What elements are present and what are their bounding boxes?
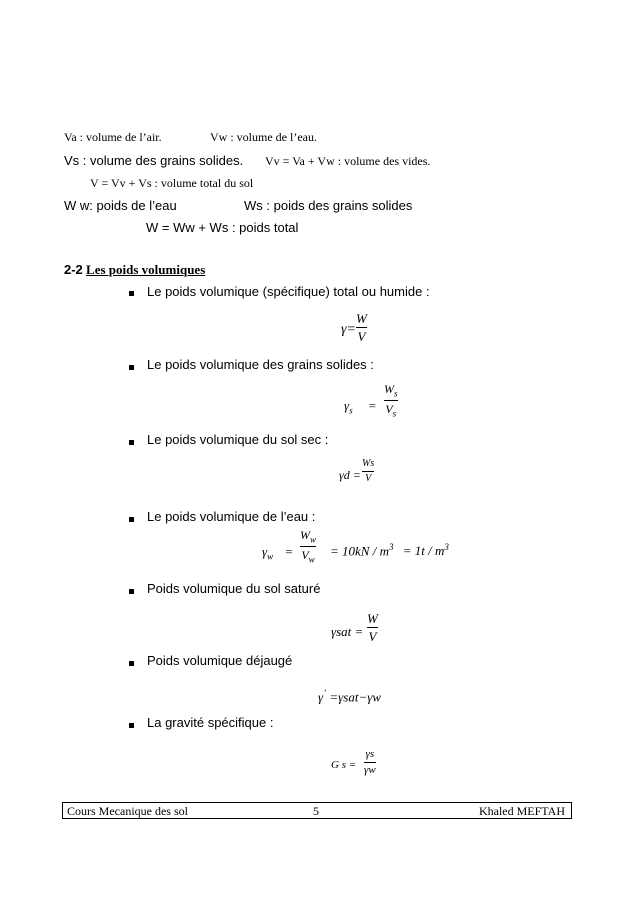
formula-gamma-sat-lhs: γsat = (331, 624, 364, 639)
formula-gamma-s-lhs (344, 398, 377, 416)
formula-subscript: w (308, 554, 315, 565)
formula-subscript: s (349, 405, 353, 416)
formula-gamma-d-fraction (362, 459, 374, 484)
fraction-denominator: γw (364, 764, 376, 776)
footer-author: Khaled MEFTAH (478, 804, 565, 818)
formula-gamma-sat-fraction (367, 612, 378, 643)
formula-gamma-prime (318, 688, 381, 705)
formula-gs-fraction (364, 749, 376, 776)
item-total-weight: Le poids volumique (spécifique) total ou humide : (147, 284, 430, 299)
item-specific-gravity: La gravité spécifique : (147, 715, 274, 730)
page-footer (62, 802, 572, 819)
bullet-icon (129, 661, 134, 666)
formula-rhs-2: = 1t / m (402, 543, 445, 559)
fraction-denominator: V (357, 329, 366, 344)
fraction-denominator: V (301, 548, 309, 563)
formula-gs-lhs: G s = (331, 759, 357, 771)
def-vw: Vw : volume de l’eau. (210, 130, 317, 144)
item-buoyant-weight: Poids volumique déjaugé (147, 653, 293, 668)
formula-symbol: γ (262, 544, 268, 559)
formula-gamma-w-lhs (262, 544, 293, 562)
formula-prime: ’ (323, 688, 327, 698)
formula-gamma-lhs: γ= (341, 322, 356, 337)
bullet-icon (129, 440, 134, 445)
bullet-icon (129, 365, 134, 370)
formula-equals: = (284, 544, 294, 559)
def-ww: W w: poids de l’eau (64, 198, 177, 213)
fraction-denominator: V (365, 473, 372, 484)
def-vs: Vs : volume des grains solides. (64, 153, 244, 168)
def-v: V = Vv + Vs : volume total du sol (90, 176, 254, 190)
footer-course: Cours Mecanique des sol (67, 804, 188, 818)
section-number: 2-2 (64, 262, 83, 277)
formula-gamma-w-rhs (330, 542, 449, 559)
fraction-denominator: V (385, 402, 393, 417)
def-vv: Vv = Va + Vw : volume des vides. (265, 154, 431, 168)
bullet-icon (129, 517, 134, 522)
fraction-numerator: Ws (362, 458, 375, 469)
item-water-weight: Le poids volumique de l’eau : (147, 509, 316, 524)
fraction-numerator: γs (365, 748, 375, 760)
formula-gamma-d-lhs: γd = (339, 468, 361, 482)
fraction-numerator: W (367, 611, 378, 626)
section-title: Les poids volumiques (86, 262, 206, 277)
formula-superscript: 3 (388, 542, 394, 552)
def-ws: Ws : poids des grains solides (244, 198, 413, 213)
fraction-denominator: V (368, 629, 377, 644)
formula-subscript: w (310, 534, 317, 545)
formula-subscript: s (392, 408, 397, 419)
bullet-icon (129, 723, 134, 728)
formula-symbol: γ (318, 689, 324, 705)
bullet-icon (129, 589, 134, 594)
item-grain-weight: Le poids volumique des grains solides : (147, 357, 374, 372)
item-saturated-weight: Poids volumique du sol saturé (147, 581, 321, 596)
item-dry-weight: Le poids volumique du sol sec : (147, 432, 329, 447)
formula-gamma-s-fraction (384, 383, 398, 419)
formula-equals: = (367, 398, 377, 413)
formula-subscript: w (267, 551, 274, 562)
formula-gamma-fraction (356, 312, 367, 343)
bullet-icon (129, 291, 134, 296)
formula-superscript: 3 (444, 542, 449, 552)
fraction-numerator: W (384, 382, 394, 396)
def-va: Va : volume de l’air. (64, 130, 162, 144)
formula-rhs: = 10kN / m (330, 543, 389, 559)
fraction-numerator: W (356, 311, 367, 326)
formula-subscript: s (394, 388, 398, 399)
section-heading (64, 262, 205, 278)
fraction-numerator: W (300, 528, 310, 542)
def-w: W = Ww + Ws : poids total (146, 220, 299, 235)
formula-rest: =γsat−γw (326, 689, 382, 705)
formula-symbol: γ (344, 398, 350, 413)
formula-gamma-w-fraction (300, 529, 316, 565)
footer-page-number: 5 (313, 804, 319, 818)
